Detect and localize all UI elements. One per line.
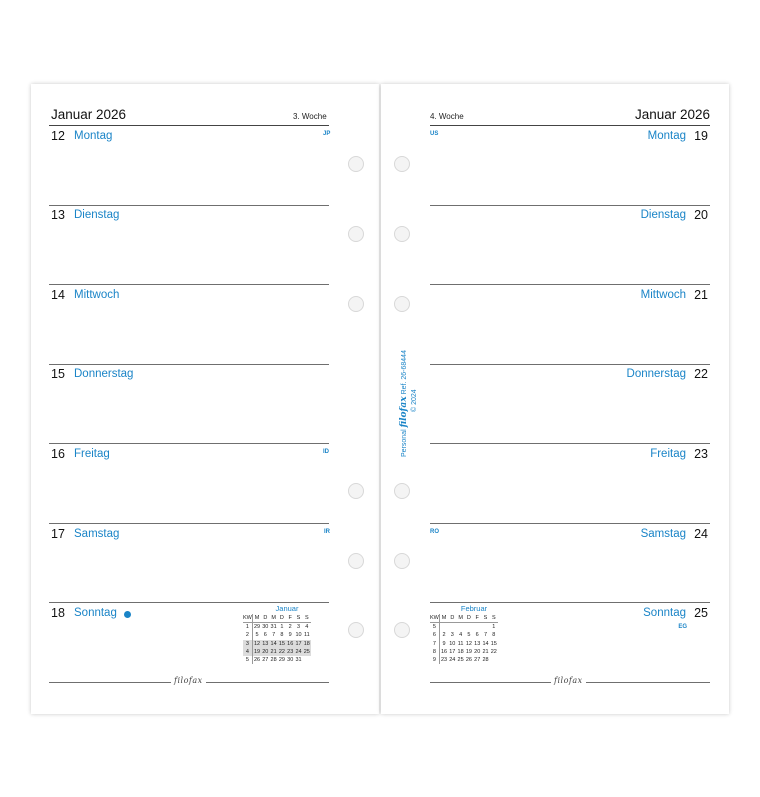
day-divider [49,602,329,603]
mini-day: 9 [288,632,292,639]
day-divider [430,364,710,365]
holiday-code: US [430,131,439,137]
mini-day [490,656,498,664]
mini-day [481,623,489,632]
mini-day: 15 [490,640,497,647]
mini-day: 22 [278,648,285,655]
mini-header: F [286,614,294,623]
mini-day: 3 [450,632,454,639]
mini-day: 23 [287,648,294,655]
mini-header: D [278,614,286,623]
mini-day: 25 [457,657,464,664]
mini-day [473,623,481,632]
spine-imprint [399,350,409,457]
mini-header: S [490,614,498,623]
mini-day: 24 [449,657,456,664]
mini-week-number: 5 [430,623,439,632]
mini-calendar-title: Februar [460,604,488,613]
mini-day [439,623,448,632]
mini-day: 12 [253,640,261,647]
mini-header: D [448,614,456,623]
mini-day [465,623,473,632]
mini-day: 11 [303,632,310,639]
mini-header: M [271,615,276,621]
day-name: Samstag [640,528,686,540]
mini-day: 28 [270,657,277,664]
mini-week-number: 9 [430,656,439,664]
day-number: 23 [694,447,708,461]
day-number: 13 [51,208,65,222]
mini-day: 5 [255,632,259,639]
mini-day: 12 [465,640,472,647]
day-name: Sonntag [74,607,117,619]
mini-day [456,623,464,632]
month-title: Januar 2026 [51,107,127,122]
format-label: Personal [401,429,408,457]
mini-header: S [481,614,489,623]
mini-week-number: 6 [430,631,439,639]
punch-hole [394,156,410,172]
mini-day: 31 [270,624,277,631]
day-divider [430,284,710,285]
day-divider [430,205,710,206]
day-divider [430,523,710,524]
mini-day: 21 [482,648,489,655]
mini-header: D [465,614,473,623]
day-name: Mittwoch [74,289,120,301]
mini-header: F [473,614,481,623]
mini-header: S [303,614,311,623]
day-divider [49,364,329,365]
week-label: 4. Woche [430,112,464,121]
punch-hole [348,296,364,312]
day-number: 14 [51,288,65,302]
day-number: 15 [51,367,65,381]
left-page [31,84,379,714]
filofax-logo: filofax [171,676,206,685]
mini-day: 13 [474,640,481,647]
day-name: Montag [647,130,686,142]
mini-day: 8 [280,632,284,639]
header-rule [430,125,710,126]
filofax-logo: filofax [399,396,409,428]
mini-header: M [252,614,261,623]
mini-header: M [439,614,448,623]
day-name: Mittwoch [640,289,686,301]
mini-calendar-january [243,604,331,670]
punch-hole [394,483,410,499]
punch-hole [394,226,410,242]
holiday-code: EG [678,624,687,630]
mini-calendar-february [430,604,518,670]
mini-day: 30 [287,657,294,664]
mini-day: 19 [253,648,261,655]
mini-day: 27 [262,657,269,664]
mini-calendar-title: Januar [275,604,299,613]
mini-day: 27 [474,657,481,664]
day-name: Dienstag [640,209,686,221]
mini-day: 17 [449,648,456,655]
mini-day: 25 [303,648,310,655]
mini-day: 7 [272,632,276,639]
month-title: Januar 2026 [634,107,710,122]
mini-week-number: 4 [243,648,252,656]
mini-day: 1 [492,624,496,631]
mini-week-number: 8 [430,648,439,656]
mini-day: 23 [440,657,448,664]
mini-day: 14 [482,640,489,647]
mini-week-number: 3 [243,640,252,648]
mini-day: 17 [295,640,302,647]
mini-day: 2 [288,624,292,631]
right-page [381,84,729,714]
day-name: Freitag [74,448,110,460]
mini-calendar-grid [243,614,311,664]
day-name: Samstag [74,528,120,540]
day-divider [49,284,329,285]
day-name: Sonntag [643,607,686,619]
day-number: 12 [51,129,65,143]
mini-day: 13 [262,640,269,647]
day-divider [430,602,710,603]
mini-day: 9 [442,640,446,647]
day-name: Dienstag [74,209,120,221]
mini-header: S [294,614,302,623]
mini-day: 20 [474,648,481,655]
punch-hole [348,483,364,499]
punch-hole [394,622,410,638]
day-name: Donnerstag [74,368,134,380]
mini-day: 22 [490,648,497,655]
mini-day: 4 [305,624,309,631]
day-divider [49,205,329,206]
holiday-code: JP [323,131,331,137]
mini-day [303,656,311,664]
mini-day: 10 [295,632,302,639]
mini-day: 16 [287,640,294,647]
day-number: 17 [51,527,65,541]
moon-phase-icon [124,611,131,618]
day-divider [430,443,710,444]
mini-day: 18 [303,640,310,647]
header-rule [49,125,329,126]
punch-hole [394,553,410,569]
mini-day: 7 [483,632,488,639]
mini-header: KW [430,615,439,621]
copyright-imprint [411,389,418,412]
day-number: 20 [694,208,708,222]
mini-day: 31 [295,657,302,664]
punch-hole [348,226,364,242]
day-name: Freitag [650,448,686,460]
mini-day: 8 [492,632,496,639]
holiday-code: ID [323,449,329,455]
mini-day: 6 [475,632,479,639]
mini-header: D [261,614,269,623]
week-label: 3. Woche [293,112,327,121]
mini-day [448,623,456,632]
mini-calendar-grid [430,614,498,664]
mini-day: 15 [278,640,285,647]
mini-day: 26 [465,657,472,664]
mini-day: 20 [262,648,269,655]
holiday-code: IR [324,529,330,535]
mini-day: 1 [280,624,284,631]
mini-day: 3 [296,624,301,631]
mini-day: 19 [465,648,472,655]
mini-header: KW [243,615,252,621]
mini-day: 26 [253,657,261,664]
day-divider [49,523,329,524]
reference-number: Ref. 26-68444 [401,350,408,395]
mini-day: 29 [253,624,261,631]
day-number: 25 [694,606,708,620]
day-name: Montag [74,130,113,142]
day-number: 22 [694,367,708,381]
mini-week-number: 7 [430,640,439,648]
mini-day: 28 [482,657,489,664]
mini-day: 6 [263,632,267,639]
mini-day: 24 [295,648,302,655]
mini-week-number: 2 [243,631,252,639]
mini-day: 18 [457,648,464,655]
punch-hole [348,622,364,638]
mini-day: 14 [270,640,277,647]
mini-week-number: 5 [243,656,252,664]
day-number: 24 [694,527,708,541]
punch-hole [348,156,364,172]
mini-day: 4 [459,632,463,639]
mini-day: 16 [440,648,448,655]
day-divider [49,443,329,444]
mini-day: 5 [467,632,471,639]
mini-week-number: 1 [243,623,252,632]
punch-hole [394,296,410,312]
mini-day: 30 [262,624,269,631]
mini-day: 29 [278,657,285,664]
filofax-logo: filofax [551,676,586,685]
copyright: © 2024 [411,389,418,412]
mini-header: M [458,615,463,621]
holiday-code: RO [430,529,439,535]
punch-hole [348,553,364,569]
day-number: 21 [694,288,708,302]
day-name: Donnerstag [626,368,686,380]
day-number: 18 [51,606,65,620]
mini-day: 2 [442,632,446,639]
mini-day: 10 [449,640,456,647]
day-number: 16 [51,447,65,461]
mini-day: 11 [457,640,464,647]
mini-day: 21 [270,648,277,655]
day-number: 19 [694,129,708,143]
